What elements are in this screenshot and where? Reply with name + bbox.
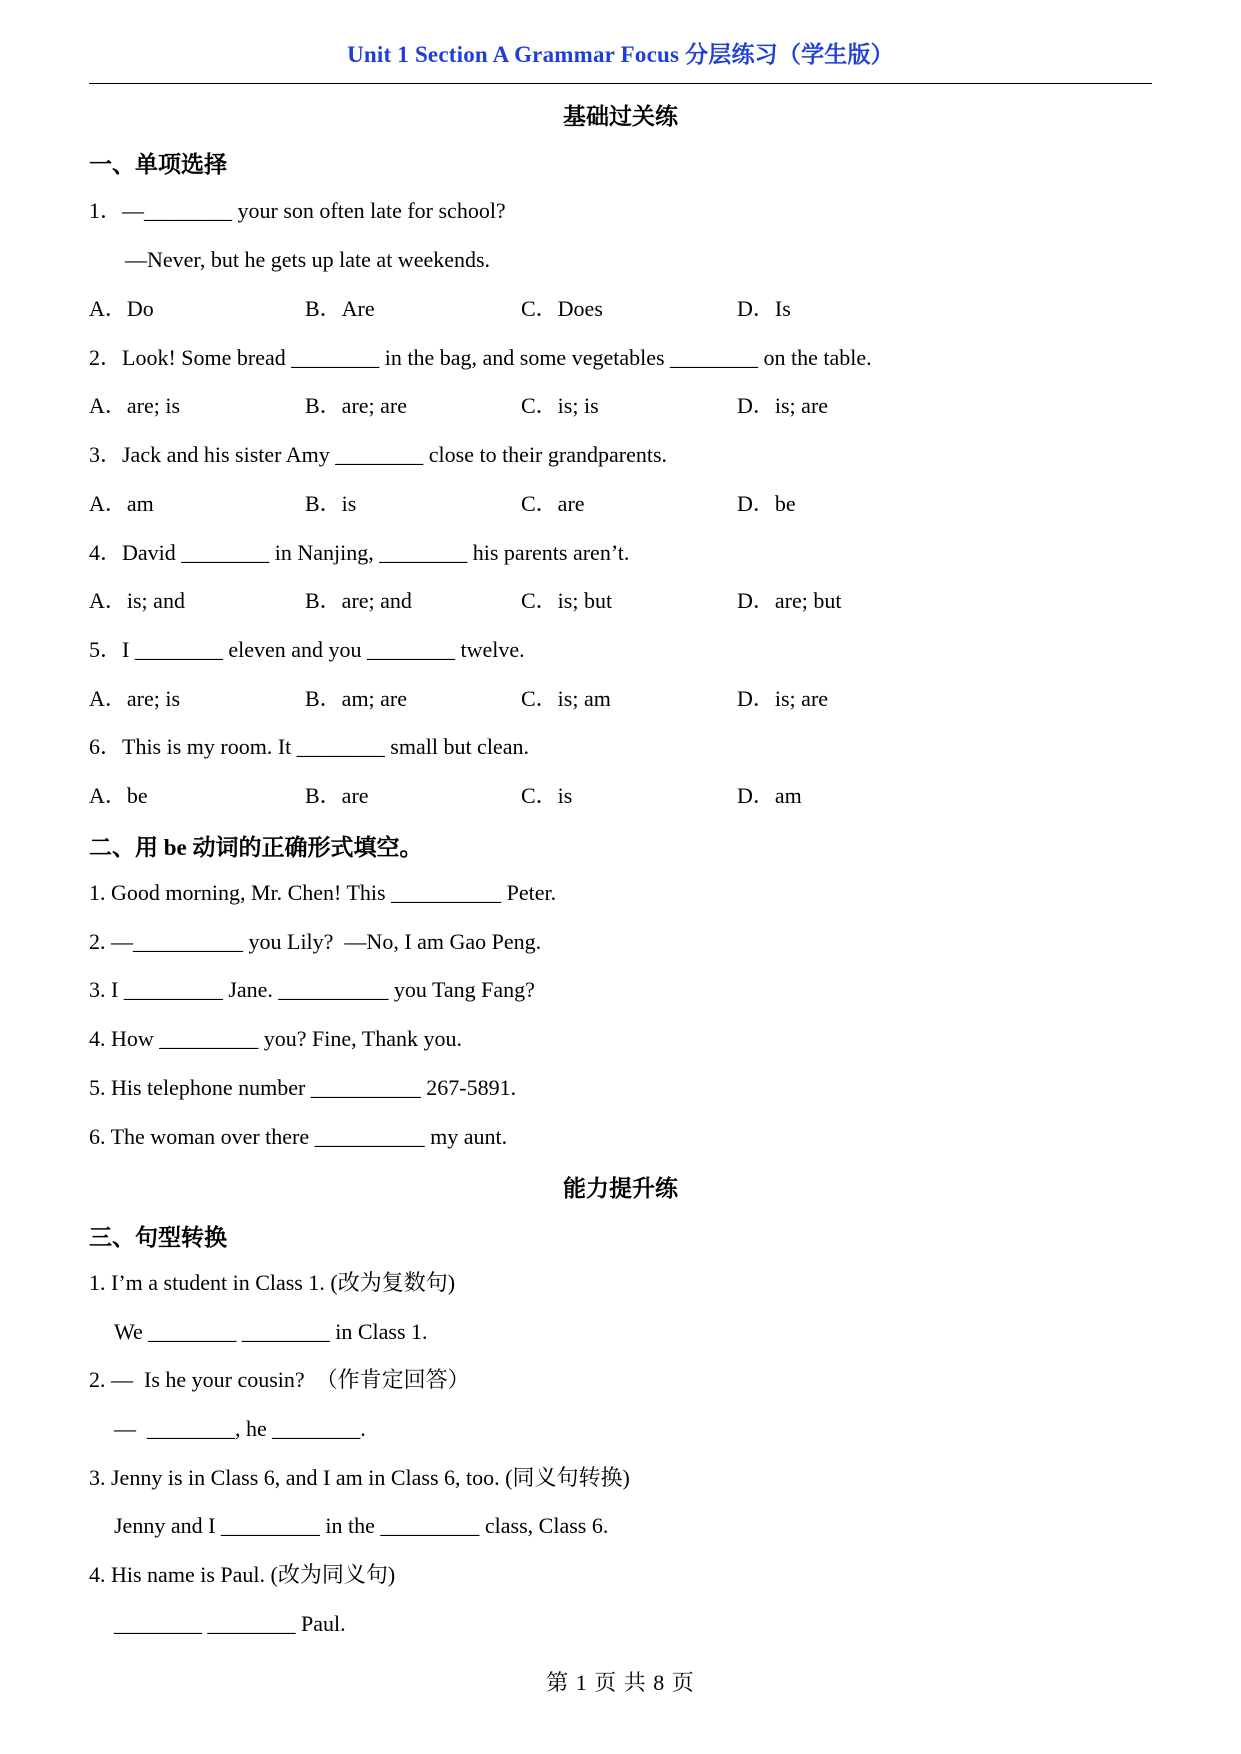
option-d: D．is; are [737, 686, 829, 711]
options-row [89, 781, 989, 811]
option-a: A．is; and [89, 588, 185, 613]
options-row [89, 489, 989, 519]
option-d: D．are; but [737, 588, 842, 613]
transform-question: 3. Jenny is in Class 6, and I am in Class 6, too. (同义句转换) [89, 1465, 630, 1490]
question-stem-continuation: —Never, but he gets up late at weekends. [125, 247, 491, 272]
option-b: B．am; are [305, 686, 408, 711]
header-divider [89, 83, 1152, 84]
options-row [89, 294, 989, 324]
options-row [89, 684, 989, 714]
option-c: C．is [521, 783, 573, 808]
option-d: D．be [737, 491, 796, 516]
transform-question: 1. I’m a student in Class 1. (改为复数句) [89, 1270, 456, 1295]
page-header-title: Unit 1 Section A Grammar Focus 分层练习（学生版） [347, 42, 894, 67]
option-b: B．are; and [305, 588, 412, 613]
option-d: D．Is [737, 296, 791, 321]
page-number-footer: 第 1 页 共 8 页 [546, 1670, 695, 1695]
option-a: A．are; is [89, 393, 181, 418]
transform-question: 2. — Is he your cousin? （作肯定回答） [89, 1367, 470, 1392]
transform-answer-line: — ________, he ________. [114, 1416, 366, 1441]
option-b: B．Are [305, 296, 375, 321]
option-b: B．are; are [305, 393, 407, 418]
option-c: C．is; is [521, 393, 599, 418]
option-b: B．is [305, 491, 357, 516]
option-a: A．are; is [89, 686, 181, 711]
options-row [89, 391, 989, 421]
part2-title: 二、用 be 动词的正确形式填空。 [89, 835, 423, 860]
transform-answer-line: We ________ ________ in Class 1. [114, 1319, 428, 1344]
option-a: A．be [89, 783, 148, 808]
fill-blank-item: 5. His telephone number __________ 267-5891. [89, 1075, 517, 1100]
options-row [89, 586, 989, 616]
part3-title: 三、句型转换 [89, 1225, 227, 1250]
option-a: A．am [89, 491, 154, 516]
fill-blank-item: 1. Good morning, Mr. Chen! This __________ Peter. [89, 880, 557, 905]
question-stem: 6．This is my room. It ________ small but clean. [89, 734, 529, 759]
fill-blank-item: 2. —__________ you Lily? —No, I am Gao Peng. [89, 929, 542, 954]
option-c: C．is; but [521, 588, 613, 613]
transform-answer-line: Jenny and I _________ in the _________ class, Class 6. [114, 1513, 609, 1538]
question-stem: 5．I ________ eleven and you ________ twelve. [89, 637, 525, 662]
part1-title: 一、单项选择 [89, 152, 227, 177]
section-title-basic: 基础过关练 [563, 104, 678, 129]
question-stem: 2．Look! Some bread ________ in the bag, and some vegetables ________ on the table. [89, 345, 872, 370]
option-a: A．Do [89, 296, 154, 321]
option-b: B．are [305, 783, 369, 808]
fill-blank-item: 4. How _________ you? Fine, Thank you. [89, 1026, 462, 1051]
question-stem: 1．—________ your son often late for school? [89, 198, 506, 223]
question-stem: 4．David ________ in Nanjing, ________ his parents aren’t. [89, 540, 630, 565]
fill-blank-item: 3. I _________ Jane. __________ you Tang Fang? [89, 977, 535, 1002]
option-c: C．Does [521, 296, 603, 321]
option-d: D．am [737, 783, 802, 808]
option-d: D．is; are [737, 393, 829, 418]
transform-answer-line: ________ ________ Paul. [114, 1611, 346, 1636]
section-title-advanced: 能力提升练 [563, 1176, 678, 1201]
transform-question: 4. His name is Paul. (改为同义句) [89, 1562, 396, 1587]
option-c: C．are [521, 491, 585, 516]
option-c: C．is; am [521, 686, 611, 711]
question-stem: 3．Jack and his sister Amy ________ close to their grandparents. [89, 442, 668, 467]
fill-blank-item: 6. The woman over there __________ my aunt. [89, 1124, 508, 1149]
